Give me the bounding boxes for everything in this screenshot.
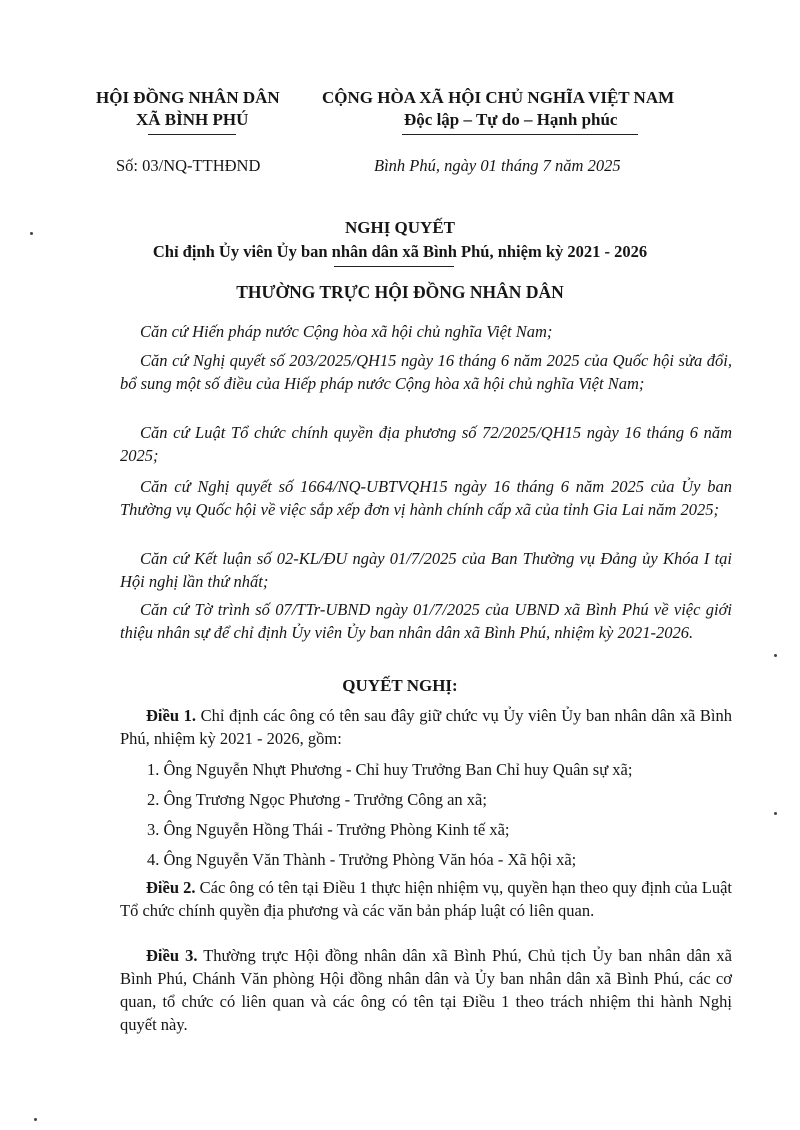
subject-underline	[334, 266, 454, 267]
article-1	[120, 704, 732, 750]
motto-underline	[402, 134, 638, 135]
scan-speck	[774, 812, 777, 815]
nation-line1: CỘNG HÒA XÃ HỘI CHỦ NGHĨA VIỆT NAM	[322, 88, 675, 107]
org-name-line1: HỘI ĐỒNG NHÂN DÂN	[96, 88, 280, 107]
issuer-title: THƯỜNG TRỰC HỘI ĐỒNG NHÂN DÂN	[236, 282, 564, 302]
member-4: 4. Ông Nguyễn Văn Thành - Trưởng Phòng Văn hóa - Xã hội xã;	[147, 850, 577, 869]
basis-3: Căn cứ Luật Tổ chức chính quyền địa phương số 72/2025/QH15 ngày 16 tháng 6 năm 2025;	[120, 423, 732, 465]
article-1-text: Chỉ định các ông có tên sau đây giữ chức vụ Ủy viên Ủy ban nhân dân xã Bình Phú, nhiệm kỳ 2021 - 2026, gồm:	[120, 706, 733, 748]
basis-2: Căn cứ Nghị quyết số 203/2025/QH15 ngày 16 tháng 6 năm 2025 của Quốc hội sửa đổi, bổ sung một số điều của Hiếp pháp nước Cộng hòa xã hội chủ nghĩa Việt Nam;	[120, 351, 732, 393]
document-number: Số: 03/NQ-TTHĐND	[116, 156, 261, 175]
basis-1: Căn cứ Hiến pháp nước Cộng hòa xã hội chủ nghĩa Việt Nam;	[140, 322, 553, 341]
scan-speck	[34, 1118, 37, 1121]
article-2-text: Các ông có tên tại Điều 1 thực hiện nhiệm vụ, quyền hạn theo quy định của Luật Tổ chức chính quyền địa phương và các văn bản pháp luật có liên quan.	[120, 878, 732, 920]
org-name-line2: XÃ BÌNH PHÚ	[136, 110, 249, 129]
document-type: NGHỊ QUYẾT	[344, 218, 456, 237]
article-3-label: Điều 3.	[146, 946, 198, 965]
scan-speck	[774, 654, 777, 657]
nation-motto: Độc lập – Tự do – Hạnh phúc	[404, 110, 618, 129]
document-subject: Chỉ định Ủy viên Ủy ban nhân dân xã Bình Phú, nhiệm kỳ 2021 - 2026	[152, 242, 648, 261]
basis-5: Căn cứ Kết luận số 02-KL/ĐU ngày 01/7/2025 của Ban Thường vụ Đảng ủy Khóa I tại Hội nghị lần thứ nhất;	[120, 549, 732, 591]
member-2: 2. Ông Trương Ngọc Phương - Trưởng Công an xã;	[147, 790, 487, 809]
basis-6: Căn cứ Tờ trình số 07/TTr-UBND ngày 01/7/2025 của UBND xã Bình Phú về việc giới thiệu nhân sự để chỉ định Ủy viên Ủy ban nhân dân xã Bình Phú, nhiệm kỳ 2021-2026.	[120, 600, 732, 642]
article-1-label: Điều 1.	[146, 706, 197, 725]
member-1: 1. Ông Nguyễn Nhựt Phương - Chỉ huy Trưởng Ban Chỉ huy Quân sự xã;	[147, 760, 633, 779]
org-underline	[148, 134, 236, 135]
article-2-label: Điều 2.	[146, 878, 196, 897]
article-2	[120, 876, 732, 922]
article-3	[120, 944, 732, 1036]
article-3-text: Thường trực Hội đồng nhân dân xã Bình Phú, Chủ tịch Ủy ban nhân dân xã Bình Phú, Chánh Văn phòng Hội đồng nhân dân và Ủy ban nhân dân xã Bình Phú, các cơ quan, tổ chức có liên quan và các ông có tên tại Điều 1 theo trách nhiệm thi hành Nghị quyết này.	[120, 946, 732, 1034]
member-3: 3. Ông Nguyễn Hồng Thái - Trưởng Phòng Kinh tế xã;	[147, 820, 510, 839]
basis-4: Căn cứ Nghị quyết số 1664/NQ-UBTVQH15 ngày 16 tháng 6 năm 2025 của Ủy ban Thường vụ Quốc hội về việc sắp xếp đơn vị hành chính cấp xã của tỉnh Gia Lai năm 2025;	[120, 477, 732, 519]
place-and-date: Bình Phú, ngày 01 tháng 7 năm 2025	[374, 156, 621, 175]
resolution-heading: QUYẾT NGHỊ:	[342, 676, 458, 695]
scan-speck	[30, 232, 33, 235]
